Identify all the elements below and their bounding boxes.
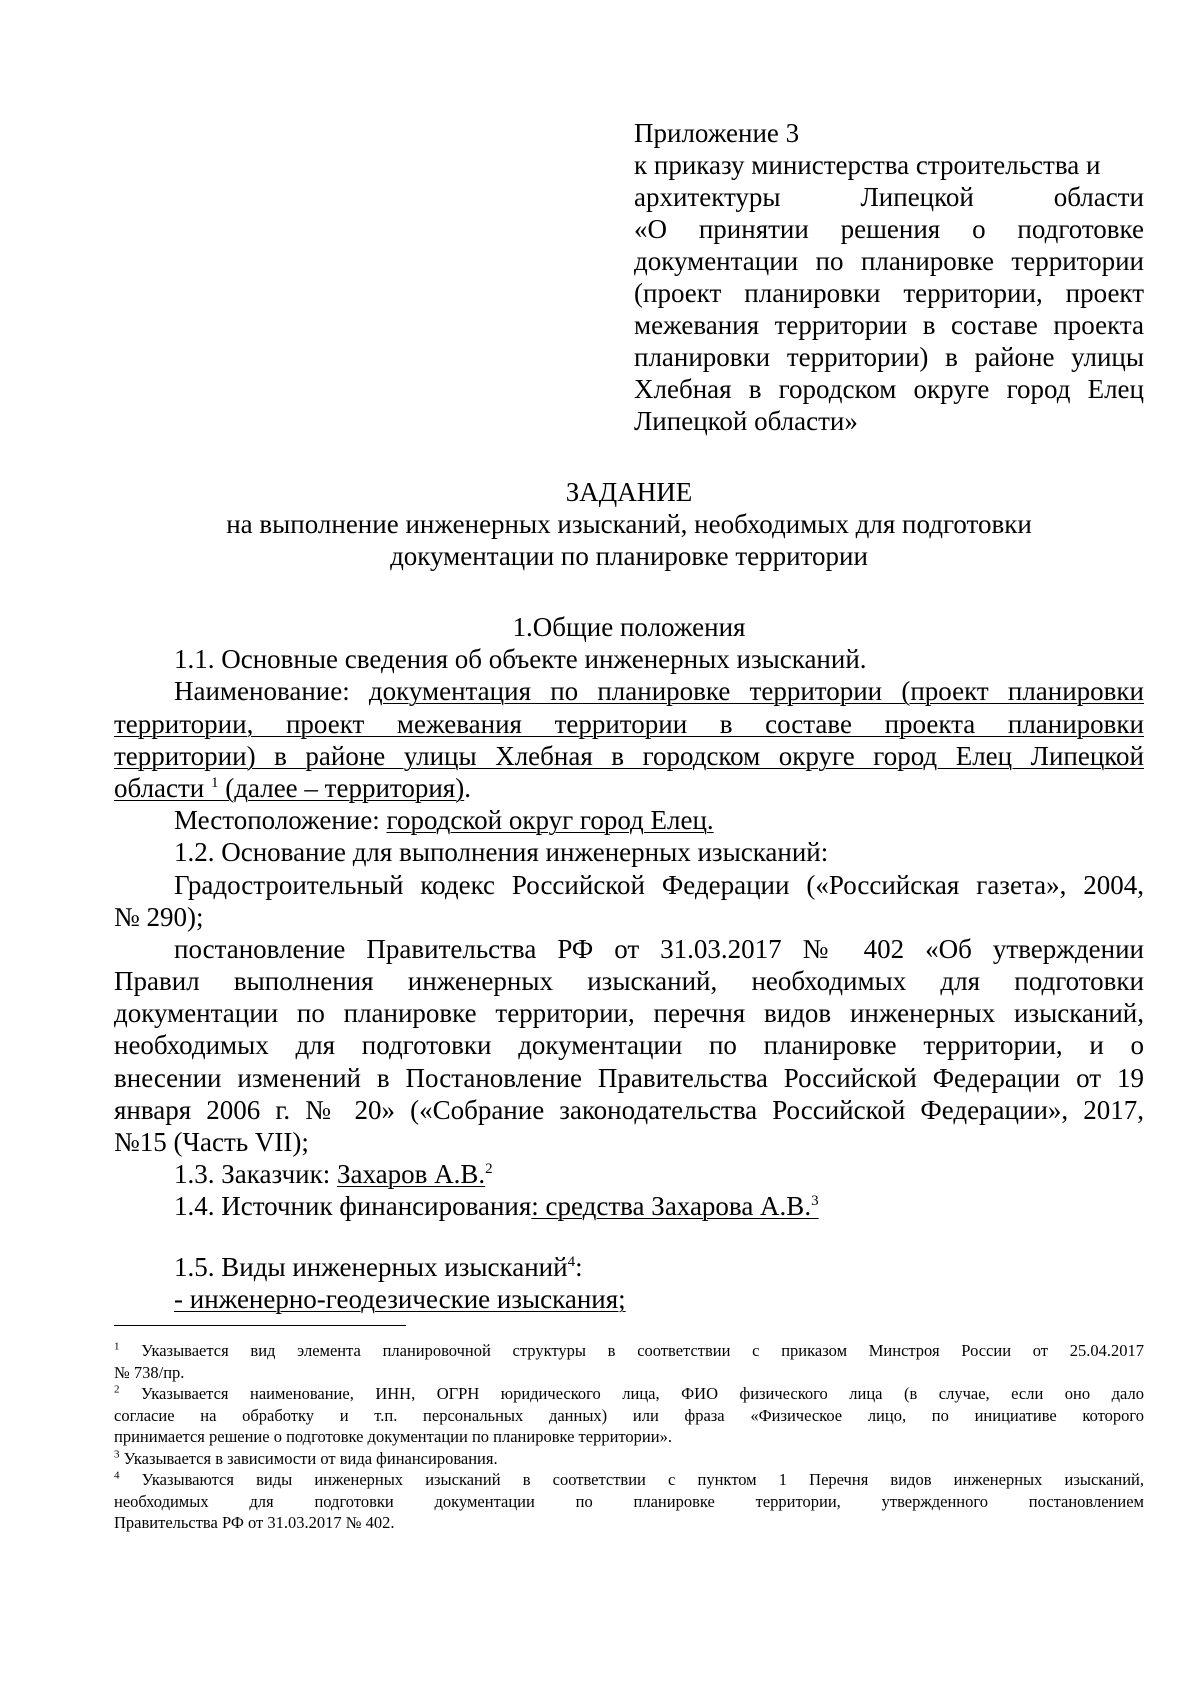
footnote-1-line-1: [114, 1340, 1144, 1362]
footnote-ref-1: 1: [211, 774, 219, 791]
footnote-3-line-1: [114, 1448, 1144, 1470]
appendix-line: Липецкой области»: [634, 406, 858, 436]
name-period: .: [464, 772, 471, 803]
title-subtitle-line-2: документации по планировке территории: [390, 541, 868, 571]
name-line-1: [114, 675, 1144, 707]
footnote-1-text: Указывается вид элемента планировочной структуры в соответствии с приказом Минстроя России от 25.04.2017: [119, 1341, 1144, 1360]
paragraph-1-5: [114, 1251, 1144, 1283]
name-value-end: [114, 773, 464, 803]
funding-label: 1.4. Источник финансирования: [174, 1191, 532, 1222]
post-line-7: №15 (Часть VII);: [114, 1127, 309, 1157]
name-value: документация по планировке территории (проект планировки: [368, 676, 1144, 707]
name-text: области: [114, 772, 212, 803]
footnote-4-line-3: Правительства РФ от 31.03.2017 № 402.: [114, 1513, 395, 1532]
footnote-3-number: 3: [114, 1448, 120, 1460]
footnote-ref-2: 2: [485, 1161, 493, 1178]
survey-types-colon: :: [575, 1251, 583, 1282]
appendix-line: (проект планировки территории, проект: [634, 278, 1144, 308]
footnote-2-line-2: согласие на обработку и т.п. персональных данных) или фраза «Физическое лицо, по инициативе которого: [114, 1405, 1144, 1425]
appendix-line: межевания территории в составе проекта: [634, 310, 1144, 340]
survey-types-label: 1.5. Виды инженерных изысканий: [174, 1251, 568, 1282]
location-line: [114, 804, 1144, 836]
footnote-4-line-1: [114, 1469, 1144, 1491]
survey-item-text: - инженерно-геодезические изыскания;: [174, 1283, 626, 1314]
appendix-line: планировки территории) в районе улицы: [634, 342, 1144, 372]
footnotes: [114, 1340, 1144, 1534]
paragraph-1-3: [114, 1158, 1144, 1190]
footnote-1-line-2: № 738/пр.: [114, 1362, 185, 1382]
footnote-separator: [114, 1325, 406, 1326]
appendix-line: архитектуры Липецкой области: [634, 182, 1144, 212]
footnote-4-text: Указываются виды инженерных изысканий в соответствии с пунктом 1 Перечня видов инженерных изысканий,: [119, 1470, 1144, 1489]
post-line-5: внесении изменений в Постановление Правительства Российской Федерации от 19: [114, 1062, 1144, 1093]
post-line-3: документации по планировке территории, перечня видов инженерных изысканий,: [114, 998, 1144, 1029]
paragraph-1-4: [114, 1190, 1144, 1222]
footnote-4-number: 4: [114, 1469, 120, 1482]
title-heading: ЗАДАНИЕ: [565, 477, 693, 507]
section-heading: 1.Общие положения: [512, 612, 746, 642]
name-line-3: территории) в районе улицы Хлебная в городском округе город Елец Липецкой: [114, 740, 1144, 771]
appendix-line: Хлебная в городском округе город Елец: [634, 374, 1144, 404]
footnote-1-number: 1: [114, 1340, 120, 1353]
survey-item: [114, 1283, 1144, 1315]
paragraph-1-2: 1.2. Основание для выполнения инженерных изысканий:: [174, 837, 829, 868]
footnote-2-line-1: [114, 1383, 1144, 1405]
post-line-4: необходимых для подготовки документации по планировке территории, и о: [114, 1030, 1144, 1061]
footnote-2-number: 2: [114, 1383, 120, 1396]
location-value: городской округ город Елец.: [386, 805, 714, 836]
name-line-4: [114, 772, 1144, 804]
gk-line-2: № 290);: [114, 901, 204, 932]
title-subtitle-line-1: на выполнение инженерных изысканий, необходимых для подготовки: [226, 509, 1032, 539]
document-body: [114, 611, 1144, 1315]
post-line-2: Правил выполнения инженерных изысканий, необходимых для подготовки: [114, 966, 1144, 997]
location-label: Местоположение:: [174, 805, 387, 836]
footnote-4-line-2: необходимых для подготовки документации по планировке территории, утвержденного постановлением: [114, 1491, 1144, 1511]
footnote-2-line-3: принимается решение о подготовке документации по планировке территории».: [114, 1427, 672, 1446]
footnote-ref-3: 3: [811, 1193, 819, 1210]
name-text-rest: (далее – территория): [218, 772, 465, 803]
appendix-line: документации по планировке территории: [634, 246, 1144, 276]
name-line-2: территории, проект межевания территории в составе проекта планировки: [114, 708, 1144, 739]
document-title: [114, 476, 1144, 572]
spacer: [114, 1223, 1144, 1251]
gk-line-1: Градостроительный кодекс Российской Федерации («Российская газета», 2004,: [174, 869, 1144, 900]
customer-value: Захаров А.В.: [336, 1159, 486, 1190]
paragraph-1-1: 1.1. Основные сведения об объекте инженерных изысканий.: [174, 644, 867, 675]
funding-text: : средства Захарова А.В.: [531, 1191, 812, 1222]
footnote-2-text: Указывается наименование, ИНН, ОГРН юридического лица, ФИО физического лица (в случае, если оно дало: [119, 1384, 1144, 1403]
post-line-6: января 2006 г. № 20» («Собрание законодательства Российской Федерации», 2017,: [114, 1094, 1144, 1125]
customer-label: 1.3. Заказчик:: [174, 1159, 337, 1190]
appendix-line: Приложение 3: [634, 118, 800, 148]
appendix-header: [634, 117, 1144, 437]
footnote-ref-4: 4: [567, 1253, 576, 1270]
footnote-3-text: Указывается в зависимости от вида финансирования.: [119, 1448, 498, 1468]
funding-value: [531, 1191, 818, 1221]
appendix-line: «О принятии решения о подготовке: [634, 214, 1144, 244]
post-line-1: постановление Правительства РФ от 31.03.2017 № 402 «Об утверждении: [174, 933, 1144, 964]
appendix-line: к приказу министерства строительства и: [634, 150, 1101, 180]
name-label: Наименование:: [174, 676, 369, 707]
